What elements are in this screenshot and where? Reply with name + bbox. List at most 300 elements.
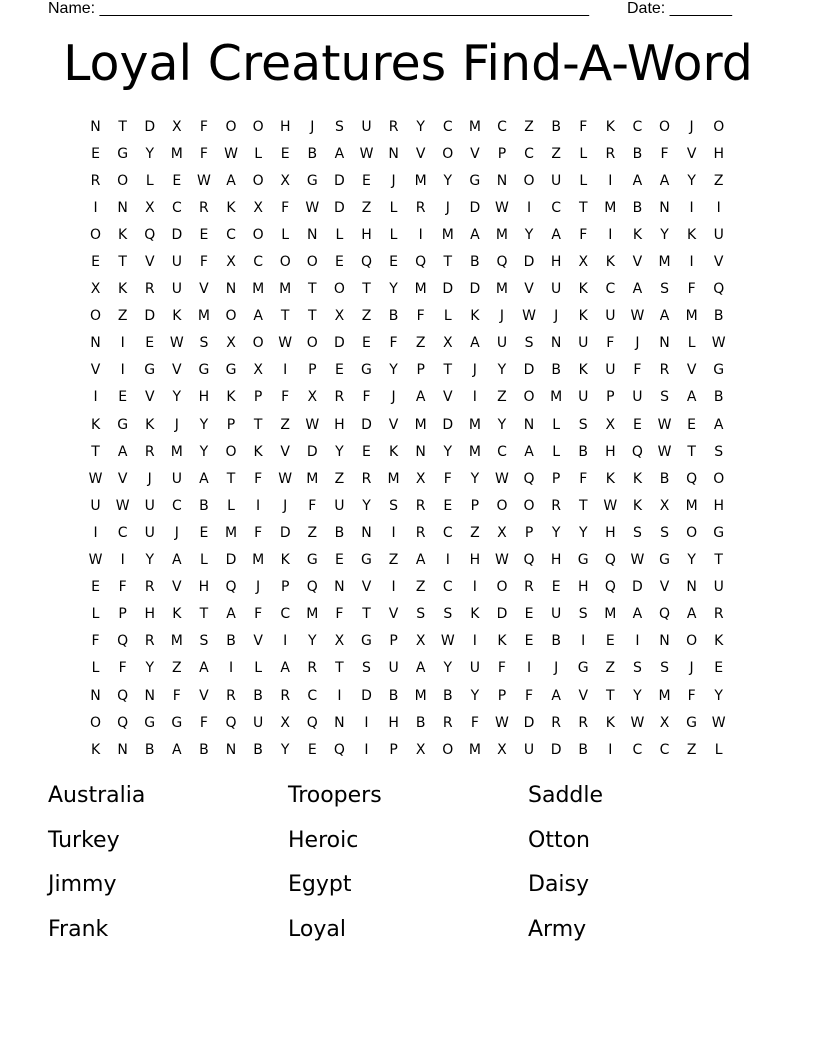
grid-cell: K	[226, 199, 236, 216]
grid-cell: N	[90, 335, 101, 352]
grid-cell: W	[711, 335, 726, 352]
grid-cell: Y	[578, 524, 588, 541]
grid-cell: G	[577, 660, 589, 677]
grid-cell: Y	[280, 741, 290, 758]
grid-cell: W	[197, 172, 211, 189]
grid-cell: J	[445, 199, 450, 216]
word-list-item: Army	[528, 916, 587, 942]
grid-cell: N	[361, 524, 372, 541]
grid-cell: Y	[551, 524, 561, 541]
grid-cell: I	[391, 524, 396, 541]
grid-cell: T	[443, 254, 453, 271]
grid-cell: T	[578, 497, 588, 514]
grid-cell: E	[443, 497, 453, 514]
word-list-item: Egypt	[288, 872, 352, 897]
grid-cell: F	[91, 633, 100, 650]
grid-cell: B	[551, 118, 561, 135]
grid-cell: L	[281, 226, 290, 243]
grid-cell: Q	[523, 470, 535, 487]
grid-cell: E	[334, 362, 344, 379]
grid-cell: G	[713, 524, 725, 541]
grid-cell: W	[603, 497, 618, 514]
grid-cell: P	[280, 579, 290, 596]
grid-cell: K	[578, 362, 588, 379]
grid-cell: Q	[604, 579, 616, 596]
grid-cell: A	[172, 741, 182, 758]
grid-cell: F	[660, 145, 669, 162]
grid-cell: Y	[687, 172, 696, 189]
grid-cell: W	[88, 552, 103, 569]
grid-cell: L	[335, 226, 344, 243]
grid-cell: N	[659, 335, 670, 352]
grid-cell: S	[660, 389, 669, 406]
grid-cell: B	[226, 633, 236, 650]
grid-cell: O	[90, 714, 102, 731]
grid-cell: D	[523, 362, 535, 379]
grid-cell: V	[470, 145, 480, 162]
grid-cell: Z	[388, 552, 399, 569]
grid-cell: P	[551, 470, 561, 487]
grid-cell: M	[468, 741, 481, 758]
grid-cell: O	[225, 118, 237, 135]
grid-cell: V	[578, 687, 589, 704]
grid-cell: M	[441, 226, 454, 243]
grid-cell: W	[440, 633, 455, 650]
grid-cell: P	[497, 145, 507, 162]
grid-cell: B	[253, 687, 263, 704]
grid-cell: T	[362, 281, 371, 298]
grid-cell: B	[632, 199, 643, 216]
grid-cell: M	[252, 552, 265, 569]
grid-cell: J	[256, 579, 261, 596]
grid-cell: M	[170, 443, 183, 460]
grid-cell: F	[633, 362, 642, 379]
grid-cell: M	[468, 443, 481, 460]
grid-cell: I	[526, 199, 532, 216]
grid-cell: I	[689, 199, 694, 216]
grid-cell: A	[415, 660, 426, 677]
grid-cell: W	[495, 714, 509, 731]
grid-cell: F	[362, 389, 371, 406]
header-line	[48, 0, 748, 20]
grid-cell: I	[120, 335, 125, 352]
grid-cell: K	[578, 308, 588, 325]
grid-cell: S	[632, 660, 642, 677]
grid-cell: U	[144, 524, 155, 541]
grid-cell: V	[686, 145, 697, 162]
grid-cell: M	[495, 226, 508, 243]
word-list-item: Heroic	[288, 827, 359, 853]
grid-cell: W	[115, 497, 130, 514]
grid-cell: X	[659, 497, 670, 514]
grid-cell: B	[415, 714, 426, 731]
grid-cell: P	[253, 389, 263, 406]
grid-cell: O	[306, 254, 318, 271]
grid-cell: R	[551, 714, 561, 731]
grid-cell: U	[713, 579, 724, 596]
grid-cell: Z	[361, 199, 372, 216]
grid-cell: Y	[389, 281, 398, 298]
grid-cell: Z	[713, 172, 724, 189]
grid-cell: A	[686, 389, 697, 406]
grid-cell: T	[578, 199, 588, 216]
grid-cell: S	[389, 497, 399, 514]
grid-cell: M	[414, 416, 427, 433]
grid-cell: X	[497, 741, 507, 758]
grid-cell: I	[472, 389, 477, 406]
grid-cell: W	[224, 145, 238, 162]
grid-cell: P	[497, 687, 507, 704]
grid-cell: I	[418, 226, 423, 243]
grid-cell: B	[551, 633, 561, 650]
grid-cell: F	[579, 470, 588, 487]
grid-cell: I	[581, 633, 586, 650]
grid-cell: S	[578, 416, 588, 433]
grid-cell: U	[144, 497, 155, 514]
grid-cell: U	[334, 497, 345, 514]
grid-cell: N	[415, 443, 426, 460]
grid-cell: K	[605, 470, 615, 487]
grid-cell: I	[93, 199, 98, 216]
grid-cell: F	[335, 606, 344, 623]
grid-cell: Q	[306, 714, 318, 731]
grid-cell: Q	[225, 579, 237, 596]
grid-cell: L	[145, 172, 154, 189]
grid-cell: D	[442, 416, 454, 433]
grid-cell: O	[659, 118, 671, 135]
grid-cell: Y	[443, 660, 453, 677]
grid-cell: D	[361, 416, 372, 433]
grid-cell: R	[361, 470, 372, 487]
grid-cell: A	[199, 470, 209, 487]
grid-cell: W	[305, 199, 320, 216]
grid-cell: C	[442, 579, 453, 596]
grid-cell: G	[659, 552, 670, 569]
grid-cell: M	[224, 524, 238, 541]
grid-cell: N	[144, 687, 155, 704]
grid-cell: Q	[117, 714, 129, 731]
grid-cell: A	[415, 389, 426, 406]
grid-cell: U	[90, 497, 101, 514]
grid-cell: M	[468, 416, 481, 433]
grid-cell: A	[659, 308, 670, 325]
grid-cell: U	[523, 741, 535, 758]
grid-cell: E	[524, 606, 534, 623]
grid-cell: T	[91, 443, 100, 460]
grid-cell: M	[604, 199, 617, 216]
grid-cell: E	[280, 145, 290, 162]
letter-grid	[82, 113, 732, 763]
grid-cell: T	[335, 660, 344, 677]
grid-cell: X	[253, 362, 263, 379]
grid-cell: A	[334, 145, 345, 162]
grid-cell: B	[551, 362, 561, 379]
grid-cell: C	[605, 281, 616, 298]
grid-cell: G	[117, 416, 129, 433]
grid-cell: Z	[361, 308, 372, 325]
grid-cell: Y	[335, 443, 344, 460]
grid-cell: B	[388, 308, 399, 325]
grid-cell: A	[686, 606, 697, 623]
grid-cell: T	[443, 362, 453, 379]
grid-cell: R	[415, 524, 426, 541]
grid-cell: D	[306, 443, 318, 460]
grid-cell: O	[252, 226, 264, 243]
grid-cell: U	[551, 281, 562, 298]
grid-cell: O	[523, 172, 535, 189]
grid-cell: L	[254, 660, 263, 677]
grid-cell: S	[443, 606, 453, 623]
grid-cell: E	[91, 579, 100, 596]
grid-cell: Y	[145, 145, 155, 162]
grid-cell: W	[305, 416, 320, 433]
grid-cell: C	[442, 118, 453, 135]
grid-cell: L	[443, 308, 452, 325]
grid-cell: E	[687, 416, 697, 433]
grid-cell: X	[280, 714, 290, 731]
grid-cell: K	[605, 714, 615, 731]
grid-cell: O	[686, 633, 698, 650]
grid-cell: E	[172, 172, 182, 189]
grid-cell: O	[713, 118, 725, 135]
grid-cell: V	[199, 281, 209, 298]
grid-cell: S	[714, 443, 724, 460]
grid-cell: U	[388, 660, 399, 677]
grid-cell: U	[361, 118, 372, 135]
grid-cell: S	[660, 281, 669, 298]
grid-cell: M	[658, 687, 671, 704]
name-field[interactable]: Name: _______________________________________________________	[48, 0, 589, 17]
grid-cell: V	[90, 362, 101, 379]
grid-cell: E	[605, 633, 615, 650]
grid-cell: I	[526, 660, 532, 677]
grid-cell: V	[442, 389, 453, 406]
grid-cell: Y	[497, 416, 507, 433]
grid-cell: C	[226, 226, 236, 243]
grid-cell: C	[632, 118, 643, 135]
grid-cell: W	[711, 714, 726, 731]
date-field[interactable]: Date: _______	[627, 0, 732, 17]
grid-cell: R	[415, 199, 426, 216]
grid-cell: A	[470, 335, 480, 352]
grid-cell: Q	[144, 226, 156, 243]
grid-cell: N	[334, 579, 345, 596]
grid-cell: F	[172, 687, 181, 704]
grid-cell: D	[632, 579, 643, 596]
grid-cell: G	[361, 362, 372, 379]
grid-cell: H	[198, 389, 210, 406]
word-list-item: Otton	[528, 827, 590, 853]
grid-cell: L	[552, 416, 561, 433]
grid-cell: W	[495, 552, 509, 569]
grid-cell: K	[632, 226, 643, 243]
grid-cell: I	[337, 687, 342, 704]
grid-cell: G	[171, 714, 183, 731]
grid-cell: D	[496, 606, 508, 623]
grid-cell: X	[442, 335, 453, 352]
grid-cell: O	[225, 308, 237, 325]
grid-cell: A	[415, 552, 426, 569]
grid-cell: W	[495, 470, 509, 487]
grid-cell: C	[280, 606, 291, 623]
grid-cell: K	[388, 443, 399, 460]
grid-cell: L	[227, 497, 235, 514]
grid-cell: M	[414, 172, 427, 189]
grid-cell: Y	[714, 687, 723, 704]
grid-cell: U	[171, 470, 182, 487]
grid-cell: G	[469, 172, 481, 189]
grid-cell: O	[333, 281, 345, 298]
grid-cell: P	[416, 362, 425, 379]
grid-cell: C	[253, 254, 263, 271]
grid-cell: M	[252, 281, 265, 298]
grid-cell: G	[361, 633, 372, 650]
grid-cell: L	[579, 145, 588, 162]
grid-cell: K	[118, 226, 128, 243]
grid-cell: P	[389, 633, 398, 650]
grid-cell: M	[604, 606, 617, 623]
grid-cell: N	[225, 281, 237, 298]
grid-cell: R	[415, 497, 426, 514]
grid-cell: L	[200, 552, 208, 569]
grid-cell: K	[90, 416, 101, 433]
grid-cell: Z	[415, 335, 426, 352]
grid-cell: C	[632, 741, 643, 758]
grid-cell: I	[283, 362, 288, 379]
grid-cell: E	[199, 226, 209, 243]
grid-cell: O	[713, 470, 725, 487]
grid-cell: C	[524, 145, 534, 162]
grid-cell: W	[657, 416, 672, 433]
grid-cell: L	[91, 606, 100, 623]
grid-cell: Q	[686, 470, 698, 487]
grid-cell: Q	[117, 687, 129, 704]
grid-cell: H	[550, 254, 562, 271]
grid-cell: G	[306, 172, 318, 189]
grid-cell: K	[497, 633, 507, 650]
grid-cell: K	[226, 389, 236, 406]
grid-cell: O	[90, 308, 102, 325]
grid-cell: K	[280, 552, 290, 569]
grid-cell: C	[171, 199, 182, 216]
word-list-item: Troopers	[288, 783, 382, 808]
grid-cell: T	[714, 552, 723, 569]
grid-cell: Y	[199, 416, 209, 433]
grid-cell: N	[90, 687, 101, 704]
grid-cell: O	[686, 524, 698, 541]
grid-cell: D	[469, 199, 481, 216]
grid-cell: O	[306, 335, 318, 352]
grid-cell: H	[577, 579, 589, 596]
grid-cell: N	[550, 335, 562, 352]
grid-cell: I	[635, 633, 640, 650]
grid-cell: O	[252, 172, 264, 189]
grid-cell: N	[388, 145, 399, 162]
grid-cell: W	[88, 470, 103, 487]
grid-cell: B	[334, 524, 345, 541]
grid-cell: G	[225, 362, 237, 379]
grid-cell: R	[605, 145, 616, 162]
grid-cell: R	[388, 118, 399, 135]
grid-cell: X	[307, 389, 318, 406]
grid-cell: V	[144, 389, 155, 406]
grid-cell: Y	[524, 226, 534, 243]
grid-cell: T	[199, 606, 209, 623]
grid-cell: N	[334, 714, 345, 731]
grid-cell: V	[280, 443, 290, 460]
grid-cell: F	[118, 579, 127, 596]
grid-cell: I	[120, 552, 125, 569]
grid-cell: C	[171, 497, 182, 514]
grid-cell: Q	[713, 281, 725, 298]
grid-cell: Q	[360, 254, 372, 271]
grid-cell: A	[632, 172, 643, 189]
grid-cell: F	[687, 281, 696, 298]
grid-cell: F	[470, 714, 479, 731]
grid-cell: K	[90, 741, 101, 758]
grid-cell: M	[279, 281, 292, 298]
grid-cell: E	[714, 660, 724, 677]
grid-cell: U	[171, 254, 182, 271]
grid-cell: W	[522, 308, 536, 325]
grid-cell: W	[630, 308, 645, 325]
grid-cell: I	[283, 633, 288, 650]
grid-cell: X	[415, 633, 426, 650]
grid-cell: A	[551, 226, 561, 243]
grid-cell: V	[524, 281, 534, 298]
grid-cell: B	[578, 443, 589, 460]
grid-cell: F	[199, 714, 208, 731]
grid-cell: D	[523, 714, 535, 731]
grid-cell: X	[334, 308, 345, 325]
grid-cell: T	[118, 118, 127, 135]
grid-cell: F	[308, 497, 317, 514]
grid-cell: R	[524, 579, 534, 596]
grid-cell: B	[442, 687, 453, 704]
grid-cell: L	[91, 660, 100, 677]
grid-cell: B	[578, 741, 589, 758]
grid-cell: Z	[334, 470, 345, 487]
grid-cell: Y	[633, 687, 642, 704]
grid-cell: Q	[117, 633, 129, 650]
grid-cell: F	[579, 226, 588, 243]
grid-cell: U	[578, 389, 589, 406]
grid-cell: M	[414, 687, 427, 704]
grid-cell: I	[608, 172, 613, 189]
grid-cell: B	[199, 741, 209, 758]
grid-cell: P	[389, 741, 398, 758]
grid-cell: B	[388, 687, 399, 704]
grid-cell: J	[174, 416, 179, 433]
grid-cell: J	[554, 660, 559, 677]
grid-cell: A	[659, 172, 670, 189]
grid-cell: G	[198, 362, 210, 379]
grid-cell: Y	[470, 470, 480, 487]
grid-cell: X	[172, 118, 182, 135]
grid-cell: O	[496, 579, 508, 596]
grid-cell: S	[578, 606, 588, 623]
grid-cell: M	[414, 281, 427, 298]
grid-cell: X	[415, 741, 426, 758]
grid-cell: D	[144, 308, 156, 325]
grid-cell: X	[280, 172, 290, 189]
grid-cell: R	[551, 497, 561, 514]
grid-cell: D	[442, 281, 454, 298]
grid-cell: L	[389, 226, 398, 243]
grid-cell: M	[306, 606, 319, 623]
grid-cell: E	[334, 254, 344, 271]
grid-cell: V	[632, 254, 643, 271]
